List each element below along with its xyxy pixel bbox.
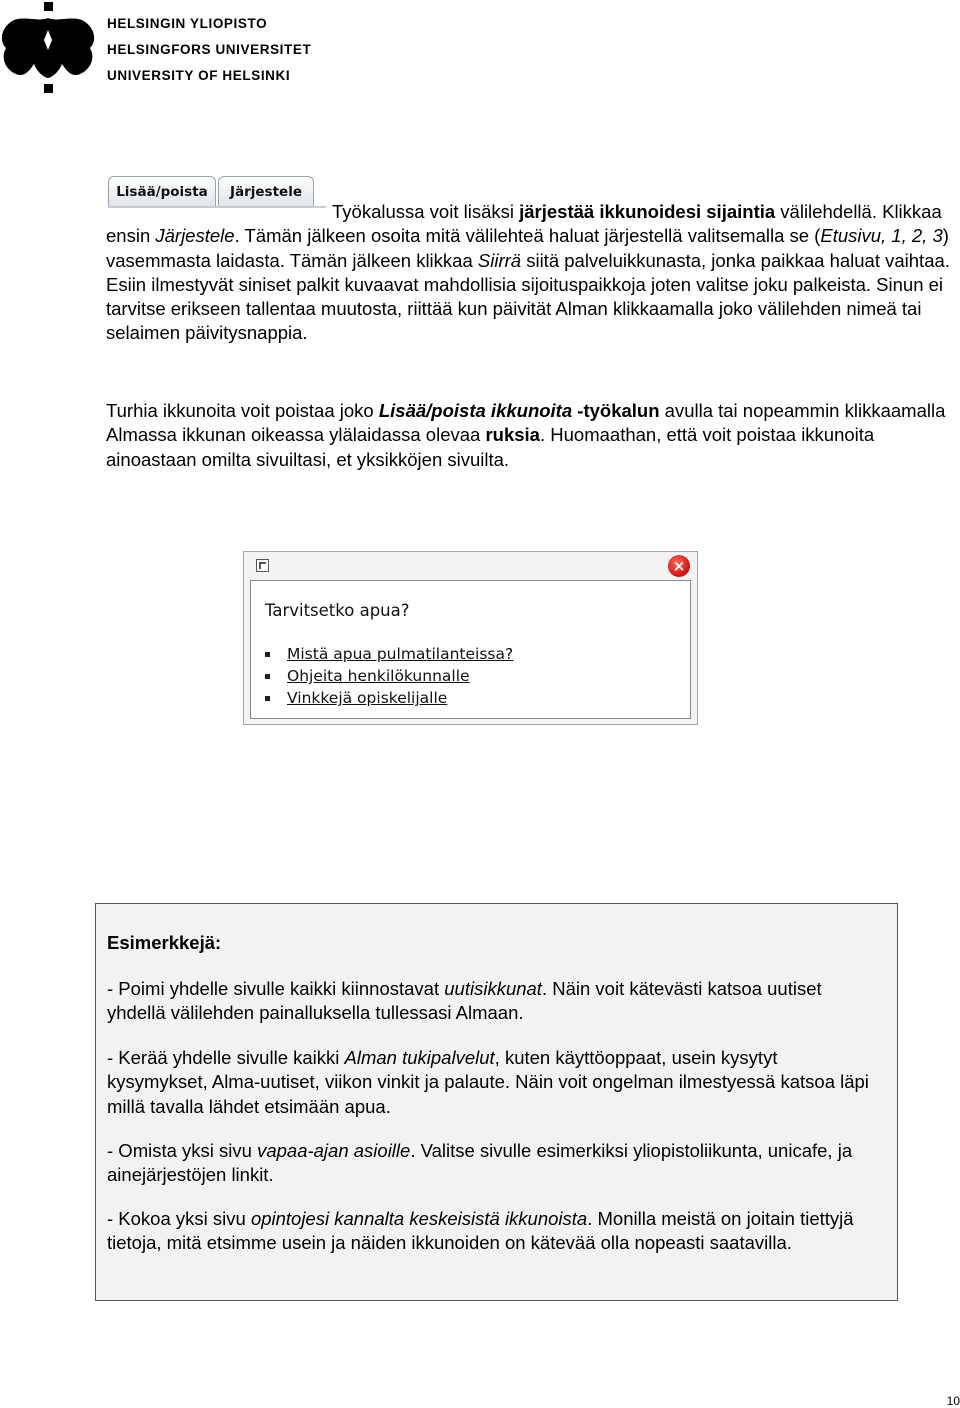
italic-text: Järjestele <box>155 225 235 247</box>
logo-line-3: UNIVERSITY OF HELSINKI <box>107 68 291 83</box>
window-resize-icon <box>256 559 269 572</box>
bold-text: ruksia <box>485 424 540 446</box>
italic-text: opintojesi kannalta keskeisistä ikkunoista <box>250 1208 588 1229</box>
flame-logo-icon <box>0 0 100 96</box>
text: . Monilla meistä on joitain tiettyjä tietoja, mitä etsimme usein ja näiden ikkunoiden on kätevää olla nopeasti saatavilla. <box>107 1208 854 1254</box>
text: siitä palveluikkunasta, jonka paikkaa haluat vaihtaa. Esiin ilmestyvät siniset palkit kuvaavat mahdollisia sijoituspaikkoja joten valitse joku palkeista. Sinun ei tarvitse erikseen tallentaa muutosta, riittää kun päivität Alman klikkaamalla joko välilehden nimeä tai selaimen päivitysnappia. <box>106 249 950 344</box>
text: . Valitse sivulle esimerkiksi yliopistoliikunta, unicafe, ja ainejärjestöjen linkit. <box>107 1140 853 1186</box>
examples-box <box>95 903 898 1301</box>
list-item <box>261 643 513 665</box>
text: Työkalussa voit lisäksi <box>332 201 520 222</box>
page-number: 10 <box>946 1394 960 1408</box>
tab-jarjestele: Järjestele <box>218 176 314 207</box>
list-item <box>261 687 513 709</box>
close-icon: × <box>668 555 690 577</box>
paragraph-arrange <box>106 200 954 346</box>
help-link: Ohjeita henkilökunnalle <box>287 667 470 685</box>
text: avulla tai nopeammin klikkaamalla Almassa ikkunan oikeassa ylälaidassa olevaa <box>106 400 946 446</box>
help-window-title: Tarvitsetko apua? <box>265 601 410 620</box>
text: . Näin voit kätevästi katsoa uutiset yhdellä välilehden painalluksella tullessasi Almaan. <box>107 978 822 1024</box>
text: välilehdellä. Klikkaa ensin <box>106 201 942 247</box>
help-window-screenshot <box>243 551 698 725</box>
italic-text: Siirrä <box>477 249 522 271</box>
italic-text: Etusivu, 1, 2, 3 <box>820 225 943 247</box>
list-item <box>261 665 513 687</box>
example-item <box>107 1207 882 1256</box>
text: - Kokoa yksi sivu <box>107 1208 251 1229</box>
text: - Poimi yhdelle sivulle kaikki kiinnostavat <box>107 978 445 999</box>
text: . Tämän jälkeen osoita mitä välilehteä haluat järjestellä valitsemalla se ( <box>234 225 821 247</box>
help-link: Vinkkejä opiskelijalle <box>287 689 448 707</box>
example-item <box>107 1046 882 1119</box>
italic-text: Alman tukipalvelut <box>344 1047 495 1068</box>
text: - Omista yksi sivu <box>107 1140 258 1161</box>
logo-line-1: HELSINGIN YLIOPISTO <box>107 16 268 31</box>
text: . Huomaathan, että voit poistaa ikkunoita ainoastaan omilta sivuiltasi, et yksikköjen sivuilta. <box>106 424 875 470</box>
help-link: Mistä apua pulmatilanteissa? <box>287 645 514 663</box>
paragraph-remove <box>106 399 954 472</box>
bold-text: -työkalun <box>572 400 660 421</box>
text: ) vasemmasta laidasta. Tämän jälkeen klikkaa <box>106 225 949 271</box>
university-logo <box>0 0 312 96</box>
bold-italic-text: Lisää/poista ikkunoita <box>378 400 573 421</box>
text: Turhia ikkunoita voit poistaa joko <box>106 400 379 421</box>
example-item <box>107 977 882 1026</box>
italic-text: vapaa-ajan asioille <box>257 1140 411 1161</box>
tab-lisaa-poista: Lisää/poista <box>108 176 216 207</box>
bold-text: järjestää ikkunoidesi sijaintia <box>519 201 776 222</box>
text: , kuten käyttöoppaat, usein kysytyt kysymykset, Alma-uutiset, viikon vinkit ja palaute. Näin voit ongelman ilmestyessä katsoa läpi millä tavalla lähdet etsimään apua. <box>107 1047 869 1117</box>
logo-line-2: HELSINGFORS UNIVERSITET <box>107 42 312 57</box>
help-link-list <box>261 643 513 709</box>
help-window-content <box>250 580 691 719</box>
text: - Kerää yhdelle sivulle kaikki <box>107 1047 345 1068</box>
example-item <box>107 1139 882 1188</box>
italic-text: uutisikkunat <box>444 978 542 999</box>
examples-title: Esimerkkejä: <box>107 932 222 953</box>
